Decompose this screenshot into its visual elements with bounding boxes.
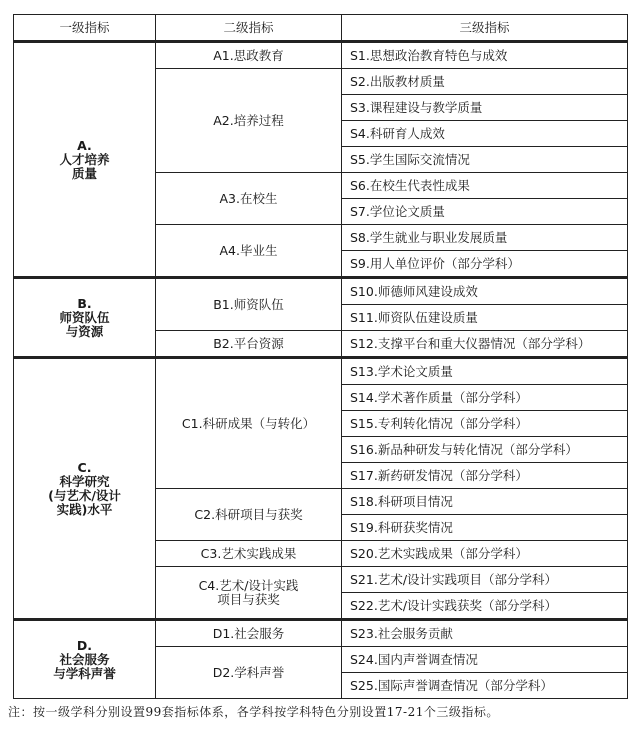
level3-cell: S2.出版教材质量 bbox=[342, 69, 628, 95]
level3-cell: S10.师德师风建设成效 bbox=[342, 278, 628, 305]
level2-cell: D2.学科声誉 bbox=[156, 647, 342, 699]
level3-cell: S9.用人单位评价（部分学科） bbox=[342, 251, 628, 278]
level3-cell: S18.科研项目情况 bbox=[342, 489, 628, 515]
level3-cell: S7.学位论文质量 bbox=[342, 199, 628, 225]
level3-cell: S17.新药研发情况（部分学科） bbox=[342, 463, 628, 489]
level3-cell: S25.国际声誉调查情况（部分学科） bbox=[342, 673, 628, 699]
table-row bbox=[14, 278, 628, 305]
level1-cell-c: C. 科学研究 (与艺术/设计 实践)水平 bbox=[14, 358, 156, 620]
level2-cell: D1.社会服务 bbox=[156, 620, 342, 647]
level3-cell: S12.支撑平台和重大仪器情况（部分学科） bbox=[342, 331, 628, 358]
header-row bbox=[14, 15, 628, 42]
level3-cell: S21.艺术/设计实践项目（部分学科） bbox=[342, 567, 628, 593]
header-level3: 三级指标 bbox=[342, 15, 628, 42]
level2-cell: C3.艺术实践成果 bbox=[156, 541, 342, 567]
level2-cell: B1.师资队伍 bbox=[156, 278, 342, 331]
level3-cell: S24.国内声誉调查情况 bbox=[342, 647, 628, 673]
level3-cell: S3.课程建设与教学质量 bbox=[342, 95, 628, 121]
level3-cell: S5.学生国际交流情况 bbox=[342, 147, 628, 173]
level3-cell: S4.科研育人成效 bbox=[342, 121, 628, 147]
level2-cell: A4.毕业生 bbox=[156, 225, 342, 278]
level3-cell: S22.艺术/设计实践获奖（部分学科） bbox=[342, 593, 628, 620]
level3-cell: S14.学术著作质量（部分学科） bbox=[342, 385, 628, 411]
level1-cell-b: B. 师资队伍 与资源 bbox=[14, 278, 156, 358]
level2-cell: A3.在校生 bbox=[156, 173, 342, 225]
level2-cell: C2.科研项目与获奖 bbox=[156, 489, 342, 541]
table-row bbox=[14, 42, 628, 69]
level3-cell: S23.社会服务贡献 bbox=[342, 620, 628, 647]
level1-cell-d: D. 社会服务 与学科声誉 bbox=[14, 620, 156, 699]
level3-cell: S13.学术论文质量 bbox=[342, 358, 628, 385]
level3-cell: S19.科研获奖情况 bbox=[342, 515, 628, 541]
level3-cell: S1.思想政治教育特色与成效 bbox=[342, 42, 628, 69]
level2-cell: A1.思政教育 bbox=[156, 42, 342, 69]
header-level2: 二级指标 bbox=[156, 15, 342, 42]
table-row bbox=[14, 358, 628, 385]
indicator-table bbox=[13, 14, 628, 699]
level2-cell: A2.培养过程 bbox=[156, 69, 342, 173]
table-row bbox=[14, 620, 628, 647]
level3-cell: S15.专利转化情况（部分学科） bbox=[342, 411, 628, 437]
footnote: 注：按一级学科分别设置99套指标体系，各学科按学科特色分别设置17-21个三级指标。 bbox=[8, 705, 499, 719]
level3-cell: S20.艺术实践成果（部分学科） bbox=[342, 541, 628, 567]
level2-cell: C4.艺术/设计实践 项目与获奖 bbox=[156, 567, 342, 620]
level1-cell-a: A. 人才培养 质量 bbox=[14, 42, 156, 278]
level2-cell: C1.科研成果（与转化） bbox=[156, 358, 342, 489]
level3-cell: S8.学生就业与职业发展质量 bbox=[342, 225, 628, 251]
level2-cell: B2.平台资源 bbox=[156, 331, 342, 358]
level3-cell: S11.师资队伍建设质量 bbox=[342, 305, 628, 331]
header-level1: 一级指标 bbox=[14, 15, 156, 42]
level3-cell: S6.在校生代表性成果 bbox=[342, 173, 628, 199]
level3-cell: S16.新品种研发与转化情况（部分学科） bbox=[342, 437, 628, 463]
